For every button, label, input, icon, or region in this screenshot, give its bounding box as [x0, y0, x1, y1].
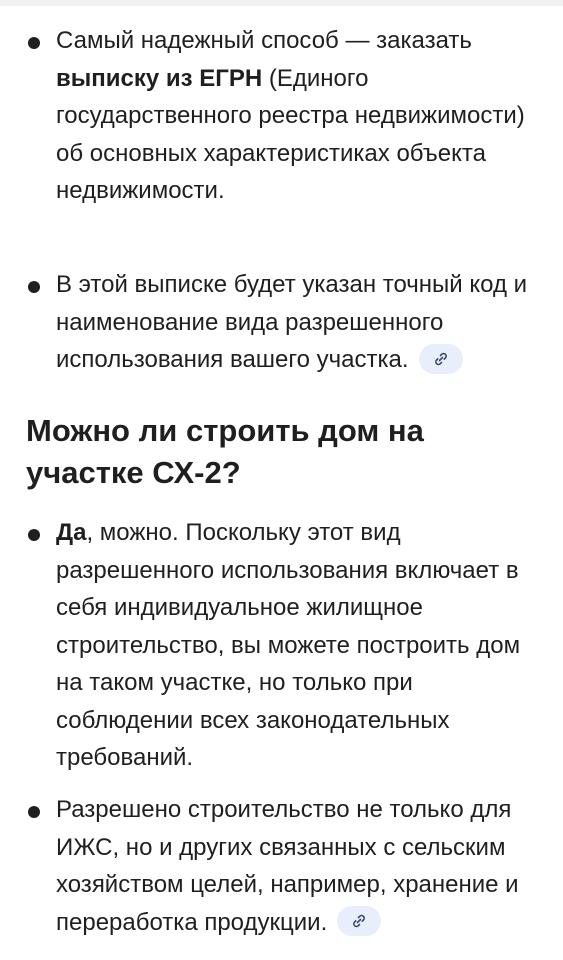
bullet [28, 281, 40, 293]
top-divider [0, 0, 563, 6]
bullet [28, 529, 40, 541]
list-item-text [56, 266, 543, 379]
bullet [28, 37, 40, 49]
list-item-text [56, 22, 543, 210]
list-item-text [56, 514, 543, 777]
text-suffix: , можно. Поскольку этот вид разрешенного использования включает в себя индивидуальное жилищное строительство, вы можете построить дом на таком участке, но только при соблюдении всех законодательных требований. [56, 519, 521, 771]
link-icon [351, 913, 367, 929]
bullet [28, 806, 40, 818]
link-icon [433, 351, 449, 367]
source-link-chip[interactable] [419, 344, 463, 374]
text-suffix: (Единого государственного реестра недвижимости) об основных характеристиках объекта недвижимости. [56, 64, 525, 204]
bold-term: выписку из ЕГРН [56, 64, 263, 92]
source-link-chip[interactable] [337, 906, 381, 936]
text-body: Разрешено строительство не только для ИЖС, но и других связанных с сельским хозяйством целей, например, хранение и переработка продукции. [56, 796, 519, 936]
text-body: В этой выписке будет указан точный код и наименование вида разрешенного использования вашего участка. [56, 271, 528, 373]
section-heading: Можно ли строить дом на участке СХ-2? [26, 413, 424, 490]
list-item-text [56, 791, 543, 941]
text-prefix: Самый надежный способ — заказать [56, 27, 472, 54]
bold-term: Да [56, 519, 87, 546]
